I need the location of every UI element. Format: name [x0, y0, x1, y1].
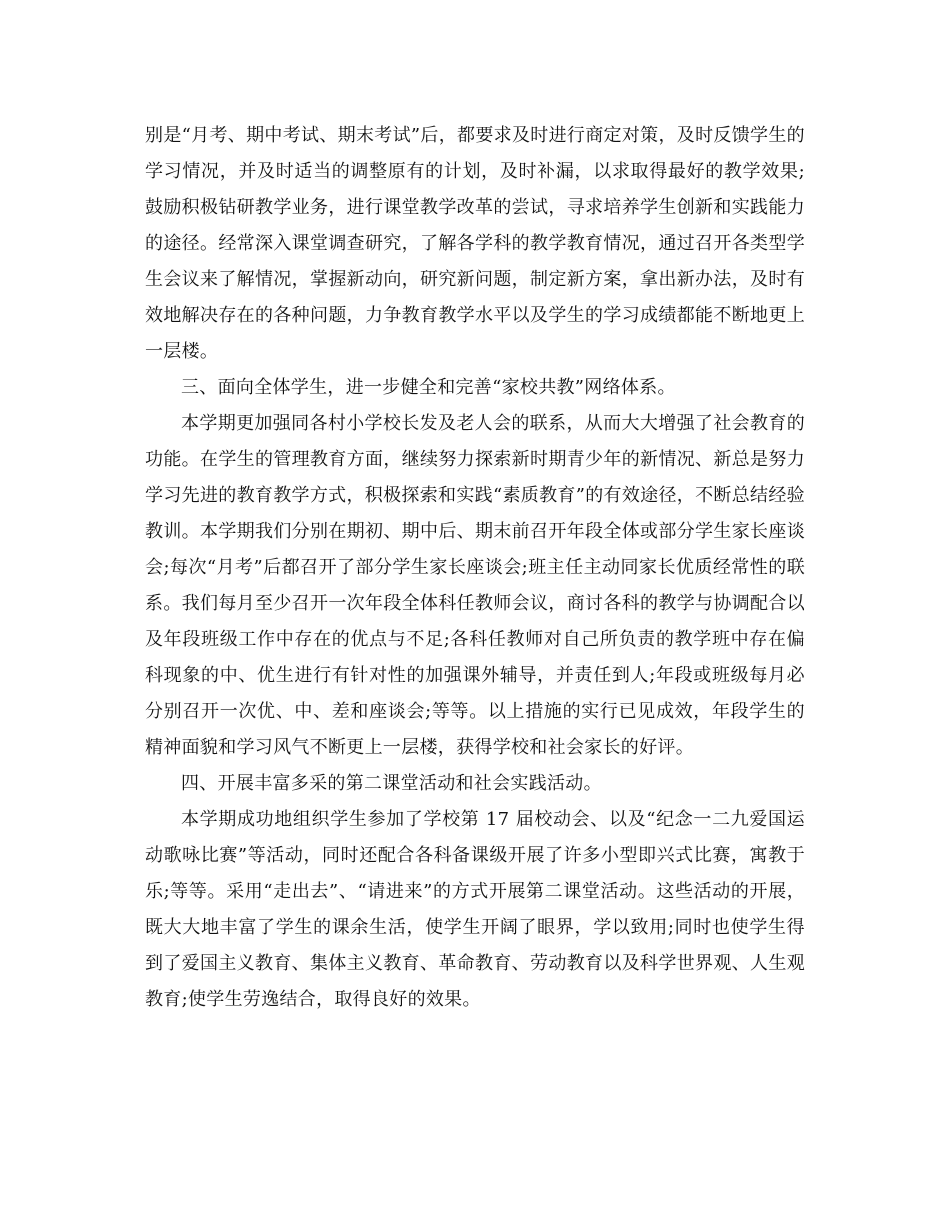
document-body: [145, 118, 805, 1018]
paragraph-activities: 本学期成功地组织学生参加了学校第 17 届校动会、以及“纪念一二九爱国运动歌咏比赛”等活动，同时还配合各科备课级开展了许多小型即兴式比赛，寓教于乐;等等。采用“走出去”、“请进来”的方式开展第二课堂活动。这些活动的开展，既大大地丰富了学生的课余生活，使学生开阔了眼界，学以致用;同时也使学生得到了爱国主义教育、集体主义教育、革命教育、劳动教育以及科学世界观、人生观教育;使学生劳逸结合，取得良好的效果。: [145, 809, 805, 1010]
section-heading-four: 四、开展丰富多采的第二课堂活动和社会实践活动。: [181, 773, 602, 794]
paragraph-continuation: 别是“月考、期中考试、期末考试”后，都要求及时进行商定对策，及时反馈学生的学习情况，并及时适当的调整原有的计划，及时补漏，以求取得最好的教学效果;鼓励积极钻研教学业务，进行课堂教学改革的尝试，寻求培养学生创新和实践能力的途径。经常深入课堂调查研究，了解各学科的教学教育情况，通过召开各类型学生会议来了解情况，掌握新动向，研究新问题，制定新方案，拿出新办法，及时有效地解决存在的各种问题，力争教育教学水平以及学生的学习成绩都能不断地更上一层楼。: [145, 125, 805, 362]
paragraph-home-school: 本学期更加强同各村小学校长发及老人会的联系，从而大大增强了社会教育的功能。在学生的管理教育方面，继续努力探索新时期青少年的新情况、新总是努力学习先进的教育教学方式，积极探索和实践“素质教育”的有效途径，不断总结经验教训。本学期我们分别在期初、期中后、期末前召开年段全体或部分学生家长座谈会;每次“月考”后都召开了部分学生家长座谈会;班主任主动同家长优质经常性的联系。我们每月至少召开一次年段全体科任教师会议，商讨各科的教学与协调配合以及年段班级工作中存在的优点与不足;各科任教师对自己所负责的教学班中存在偏科现象的中、优生进行有针对性的加强课外辅导，并责任到人;年段或班级每月必分别召开一次优、中、差和座谈会;等等。以上措施的实行已见成效，年段学生的精神面貌和学习风气不断更上一层楼，获得学校和社会家长的好评。: [145, 413, 805, 758]
section-heading-three: 三、面向全体学生，进一步健全和完善“家校共教”网络体系。: [181, 377, 676, 398]
